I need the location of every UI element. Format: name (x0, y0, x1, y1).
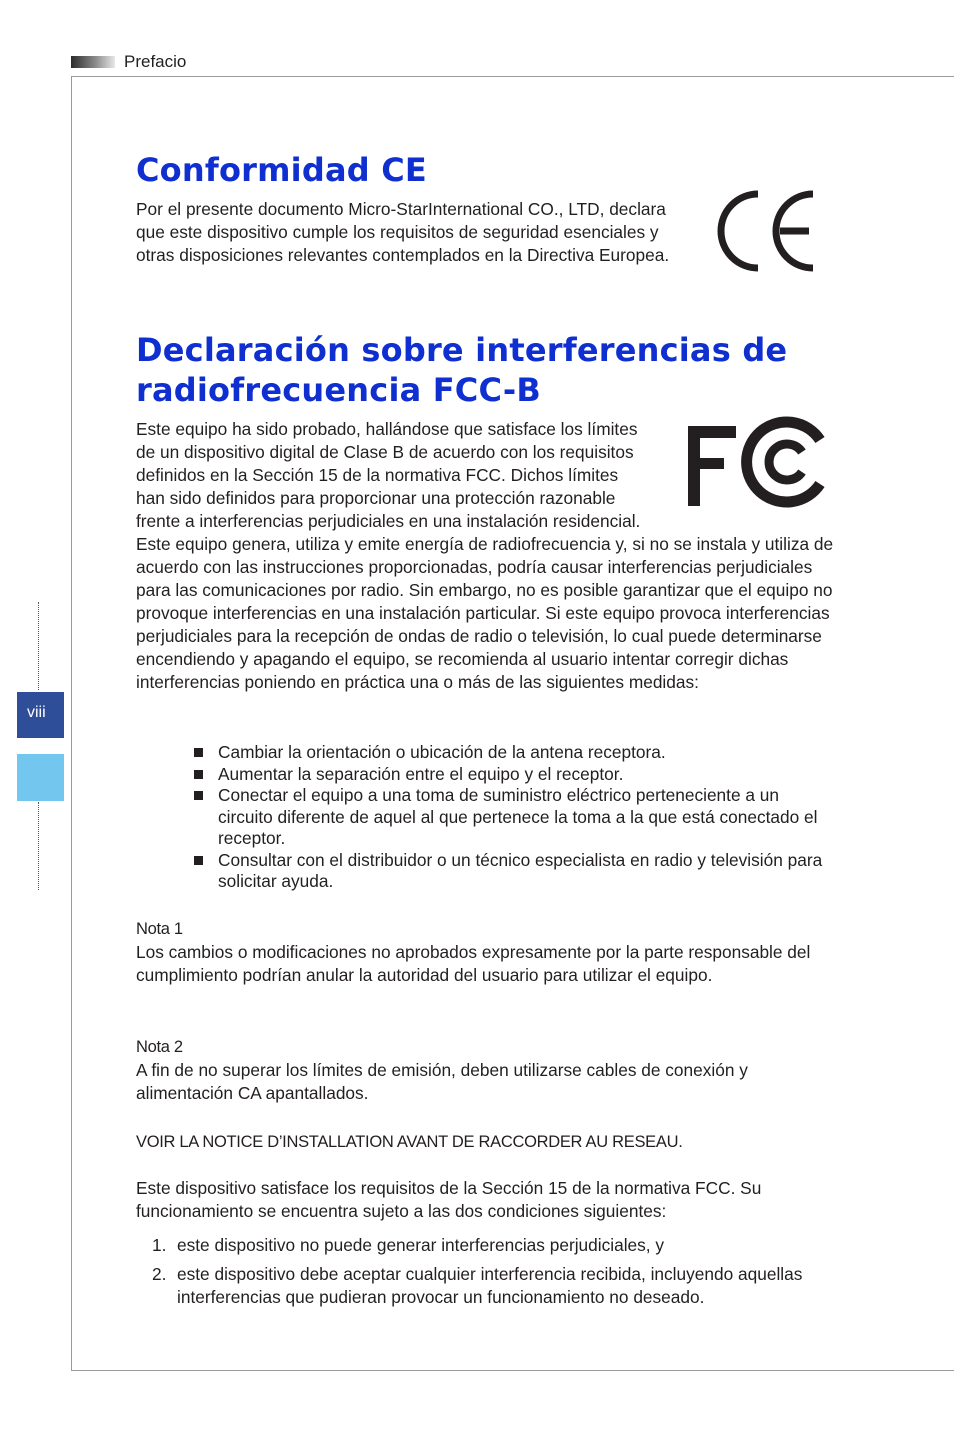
device-paragraph: Este dispositivo satisface los requisitos de la Sección 15 de la normativa FCC. Su funcionamiento se encuentra sujeto a las dos condiciones siguientes: (136, 1178, 762, 1221)
list-item: Aumentar la separación entre el equipo y el receptor. (190, 764, 830, 786)
fcc-heading: Declaración sobre interferencias de radiofrecuencia FCC-B (136, 331, 788, 409)
note2-title: Nota 2 (136, 1038, 183, 1056)
list-item: Consultar con el distribuidor o un técnico especialista en radio y televisión para solicitar ayuda. (190, 850, 830, 893)
list-item (136, 1263, 836, 1309)
page-number: viii (27, 704, 46, 721)
header-gradient-bar (71, 56, 115, 68)
frame-left-line (71, 76, 72, 1371)
installation-notice: VOIR LA NOTICE D’INSTALLATION AVANT DE RACCORDER AU RESEAU. (136, 1133, 683, 1151)
ce-paragraph: Por el presente documento Micro-StarInternational CO., LTD, declara que este dispositivo cumple los requisitos de seguridad esenciales y otras disposiciones relevantes contemplados en la Directiva Europea. (136, 199, 670, 265)
page-number-tab (17, 692, 64, 738)
list-number: 2. (152, 1264, 167, 1284)
fcc-logo-space (651, 418, 836, 513)
side-dotted-line-bottom (38, 802, 39, 890)
note1-text: Los cambios o modificaciones no aprobados expresamente por la parte responsable del cumplimiento podrían anular la autoridad del usuario para utilizar el equipo. (136, 942, 811, 985)
note1-title: Nota 1 (136, 920, 183, 938)
frame-top-line (71, 76, 954, 77)
fcc-measures-list (190, 742, 830, 893)
list-item (136, 1234, 836, 1257)
fcc-body-block (136, 418, 836, 694)
list-item: Cambiar la orientación o ubicación de la antena receptora. (190, 742, 830, 764)
side-tab-accent (17, 754, 64, 801)
note2-text: A fin de no superar los límites de emisión, deben utilizarse cables de conexión y alimentación CA apantallados. (136, 1060, 748, 1103)
ce-mark-icon (714, 188, 818, 274)
conditions-list (136, 1234, 836, 1315)
side-dotted-line-top (38, 602, 39, 690)
list-number: 1. (152, 1235, 167, 1255)
list-item-text: este dispositivo debe aceptar cualquier interferencia recibida, incluyendo aquellas interferencias que pudieran provocar un funcionamiento no deseado. (177, 1264, 803, 1307)
fcc-paragraph: Este equipo ha sido probado, hallándose que satisface los límites de un dispositivo digital de Clase B de acuerdo con los requisitos definidos en la Sección 15 de la normativa FCC. Dichos límites han sido definidos para proporcionar una protección razonable frente a interferencias perjudiciales en una instalación residencial. Este equipo genera, utiliza y emite energía de radiofrecuencia y, si no se instala y utiliza de acuerdo con las instrucciones proporcionadas, podría causar interferencias perjudiciales para las comunicaciones por radio. Sin embargo, no es posible garantizar que el equipo no provoque interferencias en una instalación particular. Si este equipo provoca interferencias perjudiciales para la recepción de ondas de radio o televisión, lo cual puede determinarse encendiendo y apagando el equipo, se recomienda al usuario intentar corregir dichas interferencias poniendo en práctica una o más de las siguientes medidas: (136, 419, 834, 692)
header-section-title: Prefacio (124, 52, 187, 71)
frame-bottom-line (71, 1370, 954, 1371)
list-item: Conectar el equipo a una toma de suministro eléctrico perteneciente a un circuito diferente de aquel al que pertenece la toma a la que está conectado el receptor. (190, 785, 830, 850)
list-item-text: este dispositivo no puede generar interferencias perjudiciales, y (177, 1235, 665, 1255)
ce-heading: Conformidad CE (136, 151, 427, 189)
